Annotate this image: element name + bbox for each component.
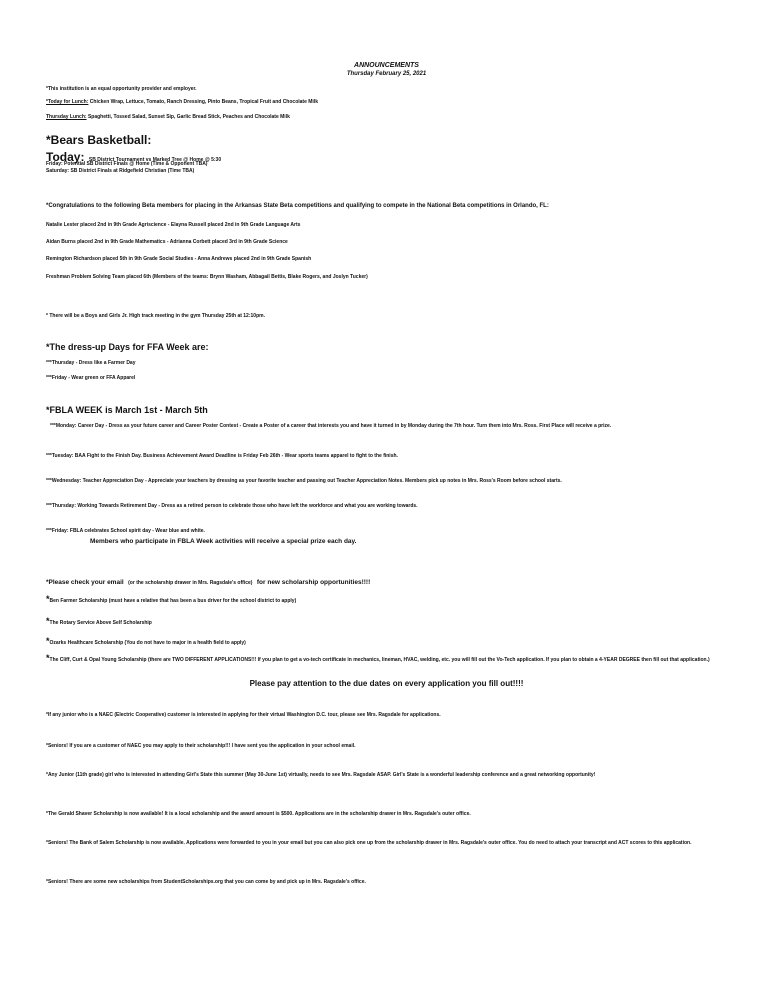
fbla-tuesday: ***Tuesday: BAA Fight to the Finish Day. Business Achievement Award Deadline is Friday Feb 26th - Wear sports teams apparel to fight to the finish. (46, 453, 398, 459)
scholarship-intro-b: (or the scholarship drawer in Mrs. Ragsdale's office) (128, 580, 253, 586)
scholarship-intro (46, 571, 370, 589)
beta-line-1: Natalie Lester placed 2nd in 9th Grade Agriscience - Elayna Russell placed 2nd in 9th Grade Language Arts (46, 222, 301, 228)
ffa-friday: ***Friday - Wear green or FFA Apparel (46, 375, 136, 381)
fbla-friday: ***Friday: FBLA celebrates School spirit day - Wear blue and white. (46, 528, 205, 534)
lunch-thursday-label: Thursday Lunch: (46, 114, 87, 120)
student-scholarships: *Seniors! There are some new scholarships from StudentScholarships.org that you can come by and pick up in Mrs. Ragsdale's office. (46, 879, 366, 885)
lunch-thursday (46, 114, 290, 120)
ffa-title: *The dress-up Days for FFA Week are: (46, 342, 209, 352)
scholarship-item-1-text: Ben Farmer Scholarship (must have a relative that has been a bus driver for the school district to apply) (49, 598, 297, 604)
lunch-today-items: Chicken Wrap, Lettuce, Tomato, Ranch Dressing, Pinto Beans, Tropical Fruit and Chocolate Milk (89, 99, 318, 105)
lunch-thursday-items: Spaghetti, Tossed Salad, Sunset Sip, Garlic Bread Stick, Peaches and Chocolate Milk (87, 114, 290, 120)
page-date: Thursday February 25, 2021 (346, 71, 427, 77)
girls-state: *Any Junior (11th grade) girl who is interested in attending Girl's State this summer (May 30-June 1st) virtually, needs to see Mrs. Ragsdale ASAP. Girl's State is a wonderful leadership conference and a great networking opportunity! (46, 772, 596, 778)
bank-salem-scholarship: *Seniors! The Bank of Salem Scholarship is now available. Applications were forwarded to you in your email but you can also pick one up from the scholarship drawer in Mrs. Ragsdale's outer office. You do need to attach your transcript and ACT scores to this application. (46, 840, 692, 846)
scholarship-intro-a: *Please check your email (46, 579, 124, 586)
basketball-today-text: SB District Tournament vs Marked Tree @ Home @ 5:30 (88, 157, 222, 163)
beta-intro: *Congratulations to the following Beta members for placing in the Arkansas State Beta competitions and qualifying to compete in the National Beta competitions in Orlando, FL: (46, 203, 549, 209)
scholarship-item-3: *Ozarks Healthcare Scholarship (You do not have to major in a health field to apply) (46, 636, 246, 646)
scholarship-item-2-text: The Rotary Service Above Self Scholarship (49, 620, 152, 626)
due-dates-note: Please pay attention to the due dates on every application you fill out!!!! (249, 679, 524, 688)
basketball-friday: Friday: Potential SB District Finals @ Home (Time & Opponent TBA) (46, 161, 208, 167)
fbla-monday: ***Monday: Career Day - Dress as your future career and Career Poster Contest - Create a Poster of a career that interests you and have it turned in by Monday during the 7th hour. Turn them into Mrs. Ross. First Place will receive a prize. (50, 423, 612, 429)
naec-tour: *If any junior who is a NAEC (Electric Cooperative) customer is interested in applying for their virtual Washington D.C. tour, please see Mrs. Ragsdale for applications. (46, 712, 441, 718)
lunch-today-label: *Today for Lunch: (46, 99, 89, 105)
scholarship-item-3-text: Ozarks Healthcare Scholarship (You do not have to major in a health field to apply) (49, 640, 246, 646)
scholarship-item-4-text: The Cliff, Curt & Opal Young Scholarship (there are TWO DIFFERENT APPLICATIONS!!! If you plan to get a vo-tech certificate in mechanics, lineman, HVAC, welding, etc. you will fill out the Vo-Tech application. If you plan to obtain a 4-YEAR DEGREE then fill out that application.) (49, 657, 710, 663)
scholarship-item-2: *The Rotary Service Above Self Scholarship (46, 616, 152, 626)
basketball-today-label: Today: (46, 150, 85, 164)
scholarship-item-4: *The Cliff, Curt & Opal Young Scholarship (there are TWO DIFFERENT APPLICATIONS!!! If you plan to get a vo-tech certificate in mechanics, lineman, HVAC, welding, etc. you will fill out the Vo-Tech application. If you plan to obtain a 4-YEAR DEGREE then fill out that application.) (46, 653, 710, 663)
page-title: ANNOUNCEMENTS (354, 62, 419, 69)
beta-line-2: Aidan Burns placed 2nd in 9th Grade Mathematics - Adrianna Corbett placed 3rd in 9th Grade Science (46, 239, 288, 245)
scholarship-intro-c: for new scholarship opportunities!!!! (256, 579, 371, 586)
beta-line-4: Freshman Problem Solving Team placed 6th (Members of the teams: Brynn Washam, Abbagail Bettis, Blake Rogers, and Joslyn Tucker) (46, 274, 368, 280)
basketball-title: *Bears Basketball: (46, 133, 152, 147)
fbla-wednesday: ***Wednesday: Teacher Appreciation Day - Appreciate your teachers by dressing as your favorite teacher and passing out Teacher Appreciation Notes. Members pick up notes in Mrs. Ross's Room before school starts. (46, 478, 562, 484)
shaver-scholarship: *The Gerald Shaver Scholarship is now available! It is a local scholarship and the award amount is $500. Applications are in the scholarship drawer in Mrs. Ragsdale's outer office. (46, 811, 471, 817)
lunch-today (46, 99, 318, 105)
disclaimer: *This institution is an equal opportunity provider and employer. (46, 86, 197, 92)
fbla-prize-note: Members who participate in FBLA Week activities will receive a special prize each day. (90, 538, 357, 545)
basketball-saturday: Saturday: SB District Finals at Ridgefield Christian (Time TBA) (46, 168, 195, 174)
track-meeting: * There will be a Boys and Girls Jr. High track meeting in the gym Thursday 25th at 12:10pm. (46, 313, 265, 319)
ffa-thursday: ***Thursday - Dress like a Farmer Day (46, 360, 136, 366)
beta-line-3: Remington Richardson placed 5th in 9th Grade Social Studies - Anna Andrews placed 2nd in 9th Grade Spanish (46, 256, 312, 262)
fbla-thursday: ***Thursday: Working Towards Retirement Day - Dress as a retired person to celebrate those who have left the workforce and what you are working towards. (46, 503, 418, 509)
fbla-title: *FBLA WEEK is March 1st - March 5th (46, 405, 208, 415)
naec-scholarship: *Seniors! If you are a customer of NAEC you may apply to their scholarship!!! I have sent you the application in your school email. (46, 743, 356, 749)
scholarship-item-1: *Ben Farmer Scholarship (must have a relative that has been a bus driver for the school district to apply) (46, 594, 297, 604)
